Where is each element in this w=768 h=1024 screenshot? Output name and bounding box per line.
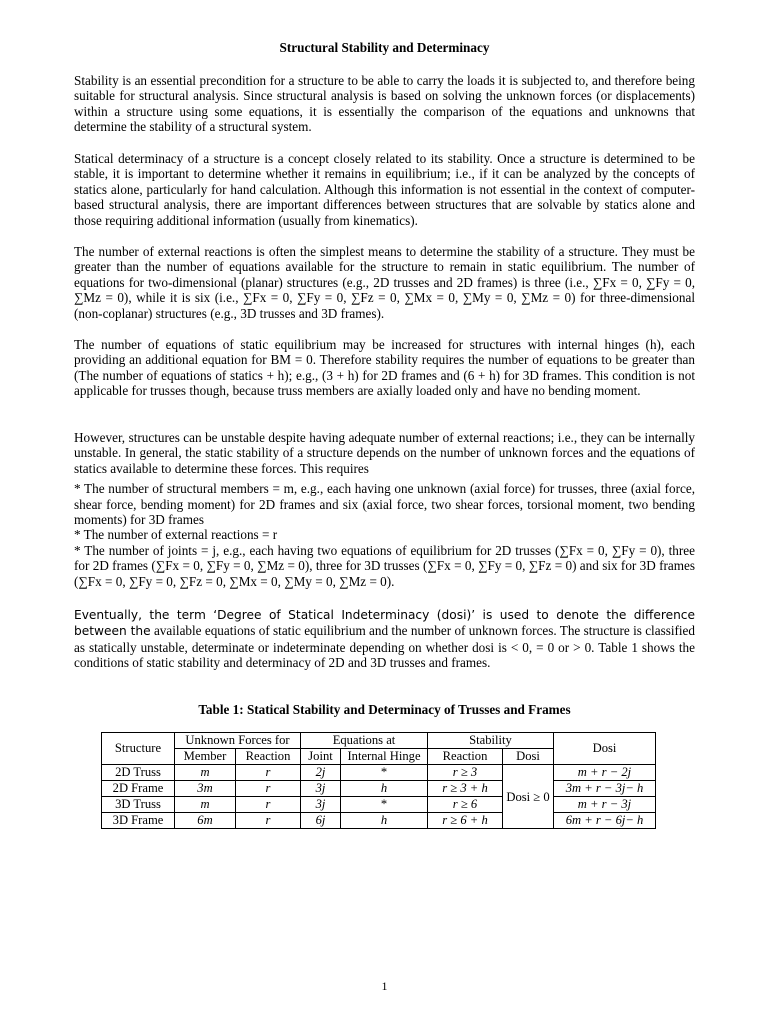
- cell-structure: 3D Frame: [102, 813, 175, 829]
- cell-dosi: m + r − 3j: [554, 797, 656, 813]
- paragraph-internal-stability: [74, 430, 695, 589]
- bullet-reactions: * The number of external reactions = r: [74, 527, 278, 543]
- header-unknown-forces: Unknown Forces for: [175, 733, 301, 749]
- bullet-joints: * The number of joints = j, e.g., each having two equations of equilibrium for 2D trusses (∑Fx = 0, ∑Fy = 0), three for 2D frames (∑Fx = 0, ∑Fy = 0, ∑Mz = 0), three for 3D trusses (∑Fx = 0, ∑Fy = 0, ∑Fz = 0) and six for 3D frames (∑Fx = 0, ∑Fy = 0, ∑Fz = 0, ∑Mx = 0, ∑My = 0, ∑Mz = 0).: [74, 542, 695, 589]
- cell-hinge: h: [341, 781, 428, 797]
- cell-stability-reaction: r ≥ 3 + h: [428, 781, 503, 797]
- table-row: [102, 781, 656, 797]
- table-row: [102, 813, 656, 829]
- cell-hinge: h: [341, 813, 428, 829]
- cell-structure: 3D Truss: [102, 797, 175, 813]
- subheader-joint: Joint: [301, 749, 341, 765]
- document-title: Structural Stability and Determinacy: [279, 40, 490, 55]
- paragraph-dosi-rest: available equations of static equilibrium and the number of unknown forces. The structure is classified as statically unstable, determinate or indeterminate depending on whether dosi is < 0, = 0 or > 0. Table 1 shows the conditions of static stability and determinacy of 2D and 3D trusses and frames.: [74, 623, 696, 671]
- cell-reaction: r: [236, 813, 301, 829]
- cell-reaction: r: [236, 765, 301, 781]
- cell-hinge: *: [341, 797, 428, 813]
- cell-joint: 3j: [301, 797, 341, 813]
- subheader-stability-dosi: Dosi: [503, 749, 554, 765]
- paragraph-internal-stability-text: However, structures can be unstable despite having adequate number of external reactions; i.e., they can be internally unstable. In general, the static stability of a structure depends on the number of unknown forces and the equations of statics available to determine these forces. This requires: [74, 430, 695, 476]
- subheader-internal-hinge: Internal Hinge: [341, 749, 428, 765]
- cell-member: 3m: [175, 781, 236, 797]
- bullet-members: * The number of structural members = m, e.g., each having one unknown (axial force) for trusses, three (axial force, shear force, bending moment) for 2D frames and six (axial force, two shear forces, torsional moment, two bending moments) for 3D frames: [74, 481, 695, 528]
- cell-member: m: [175, 797, 236, 813]
- subheader-stability-reaction: Reaction: [428, 749, 503, 765]
- paragraph-stability: Stability is an essential precondition for a structure to be able to carry the loads it is subjected to, and therefore being suitable for structural analysis. Since structural analysis is based on solving the unknown forces (or displacements) within a structure using some equations, it is essentially the comparison of the equations and unknowns that determine the stability of a structural system.: [74, 73, 695, 135]
- cell-stability-reaction: r ≥ 6 + h: [428, 813, 503, 829]
- cell-dosi: m + r − 2j: [554, 765, 656, 781]
- stability-table: [101, 732, 656, 829]
- cell-joint: 6j: [301, 813, 341, 829]
- paragraph-internal-hinges: The number of equations of static equilibrium may be increased for structures with internal hinges (h), each providing an additional equation for BM = 0. Therefore stability requires the number of equations to be greater than (The number of equations of statics + h); e.g., (3 + h) for 2D frames and (6 + h) for 3D frames. This condition is not applicable for trusses though, because truss members are axially loaded only and have no bending moment.: [74, 337, 695, 399]
- cell-stability-reaction: r ≥ 6: [428, 797, 503, 813]
- cell-stability-reaction: r ≥ 3: [428, 765, 503, 781]
- header-dosi: Dosi: [554, 733, 656, 765]
- table-row: [102, 797, 656, 813]
- header-structure: Structure: [102, 733, 175, 765]
- cell-member: m: [175, 765, 236, 781]
- paragraph-external-reactions: The number of external reactions is often the simplest means to determine the stability of a structure. They must be greater than the number of equations available for the structure to remain in static equilibrium. The number of equations for two-dimensional (planar) structures (e.g., 2D trusses and 2D frames) is three (i.e., ∑Fx = 0, ∑Fy = 0, ∑Mz = 0), while it is six (i.e., ∑Fx = 0, ∑Fy = 0, ∑Fz = 0, ∑Mx = 0, ∑My = 0, ∑Mz = 0) for three-dimensional (non-coplanar) structures (e.g., 3D trusses and 3D frames).: [74, 244, 695, 321]
- cell-dosi: 6m + r − 6j− h: [554, 813, 656, 829]
- paragraph-determinacy: Statical determinacy of a structure is a concept closely related to its stability. Once a structure is determined to be stable, it is important to determine whether it remains in equilibrium; i.e., if it can be analyzed by the concepts of statics alone, particularly for hand calculation. Although this information is not essential in the context of computer-based structural analysis, there are important differences between structures that are solvable by statics alone and those requiring additional information (usually from kinematics).: [74, 151, 695, 228]
- cell-reaction: r: [236, 797, 301, 813]
- cell-structure: 2D Frame: [102, 781, 175, 797]
- subheader-reaction: Reaction: [236, 749, 301, 765]
- cell-stability-dosi: Dosi ≥ 0: [503, 765, 554, 829]
- cell-structure: 2D Truss: [102, 765, 175, 781]
- cell-dosi: 3m + r − 3j− h: [554, 781, 656, 797]
- header-equations: Equations at: [301, 733, 428, 749]
- paragraph-dosi-lead: Eventually, the term ‘Degree of Statical Indeterminacy (dosi)’ is used to denote the difference between the: [74, 608, 695, 639]
- subheader-member: Member: [175, 749, 236, 765]
- table-row: [102, 765, 656, 781]
- table-caption: Table 1: Statical Stability and Determinacy of Trusses and Frames: [198, 702, 571, 717]
- cell-joint: 3j: [301, 781, 341, 797]
- table-header-row: [102, 733, 656, 749]
- paragraph-dosi: [74, 607, 695, 671]
- cell-joint: 2j: [301, 765, 341, 781]
- page-number: 1: [381, 979, 388, 993]
- cell-member: 6m: [175, 813, 236, 829]
- cell-hinge: *: [341, 765, 428, 781]
- header-stability: Stability: [428, 733, 554, 749]
- cell-reaction: r: [236, 781, 301, 797]
